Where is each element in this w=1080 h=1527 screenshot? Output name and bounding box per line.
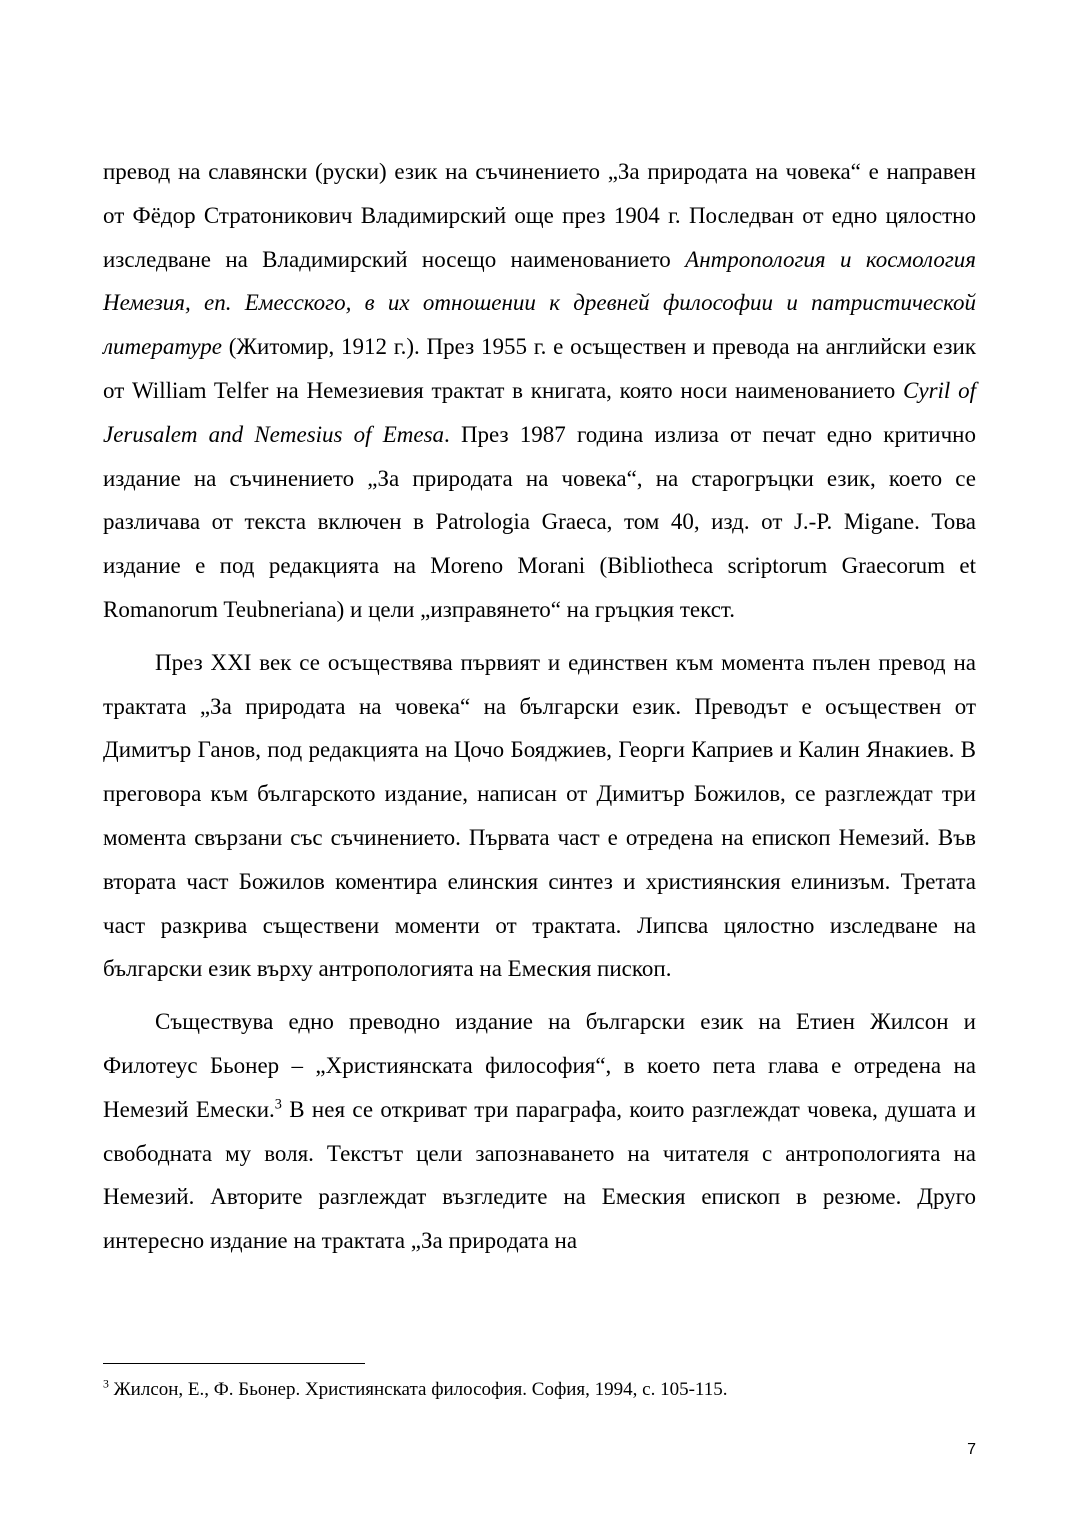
paragraph-1: [103, 150, 976, 632]
paragraph-3-text-b: В нея се откриват три параграфа, които разглеждат човека, душата и свободната му воля. Текстът цели запознаването на читателя с антропологията на Немезий. Авторите разглеждат възгледите на Емеския епископ в резюме. Друго интересно издание на трактата „За природата на: [103, 1096, 976, 1254]
page-number: 7: [967, 1441, 976, 1458]
paragraph-2-text: През XXI век се осъществява първият и единствен към момента пълен превод на трактата „За природата на човека“ на български език. Преводът е осъществен от Димитър Ганов, под редакцията на Цочо Бояджиев, Георги Каприев и Калин Янакиев. В преговора към българското издание, написан от Димитър Божилов, се разглеждат три момента свързани със съчинението. Първата част е отредена на епископ Немезий. Във втората част Божилов коментира елинския синтез и християнския елинизъм. Третата част разкрива съществени моменти от трактата. Липсва цялостно изследване на български език върху антропологията на Емеския пископ.: [103, 649, 976, 982]
footnote-number: 3: [103, 1377, 109, 1391]
footnote-reference[interactable]: 3: [274, 1096, 282, 1113]
paragraph-3: [103, 1000, 976, 1263]
footnote: [103, 1377, 976, 1403]
paragraph-1-text-a: превод на славянски (руски) език на съчинението „За природата на човека“ е направен от Фёдор Стратоникович Владимирский още през 1904 г. Последван от едно цялостно изследване на Владимирский носещо наименованието: [103, 159, 976, 272]
body-text: [103, 150, 976, 1263]
paragraph-1-text-b: (Житомир, 1912 г.). През 1955 г. е осъществен и превода на английски език от William Telfer на Немезиевия трактат в книгата, която носи наименованието: [103, 334, 976, 403]
book-title-russian: Антропология и космология Немезия, еп. Емесского, в их отношении к древней философии и патристической литературе: [103, 246, 976, 360]
book-title-english: Cyril of Jerusalem and Nemesius of Emesa: [103, 377, 976, 447]
paragraph-2: [103, 641, 976, 991]
footnote-separator: [103, 1363, 365, 1364]
paragraph-1-text-c: . През 1987 година излиза от печат едно критично издание на съчинението „За природата на човека“, на старогръцки език, което се различава от текста включен в Patrologia Graeca, том 40, изд. от J.-P. Migane. Това издание е под редакцията на Moreno Morani (Bibliotheca scriptorum Graecorum et Romanorum Teubneriana) и цели „изправянето“ на гръцкия текст.: [103, 421, 976, 622]
footnote-text: Жилсон, Е., Ф. Бьонер. Християнската философия. София, 1994, с. 105-115.: [108, 1379, 728, 1400]
paragraph-3-text-a: Съществува едно преводно издание на български език на Етиен Жилсон и Филотеус Бьонер – „Християнската философия“, в което пета глава е отредена на Немезий Емески.: [103, 1009, 976, 1122]
